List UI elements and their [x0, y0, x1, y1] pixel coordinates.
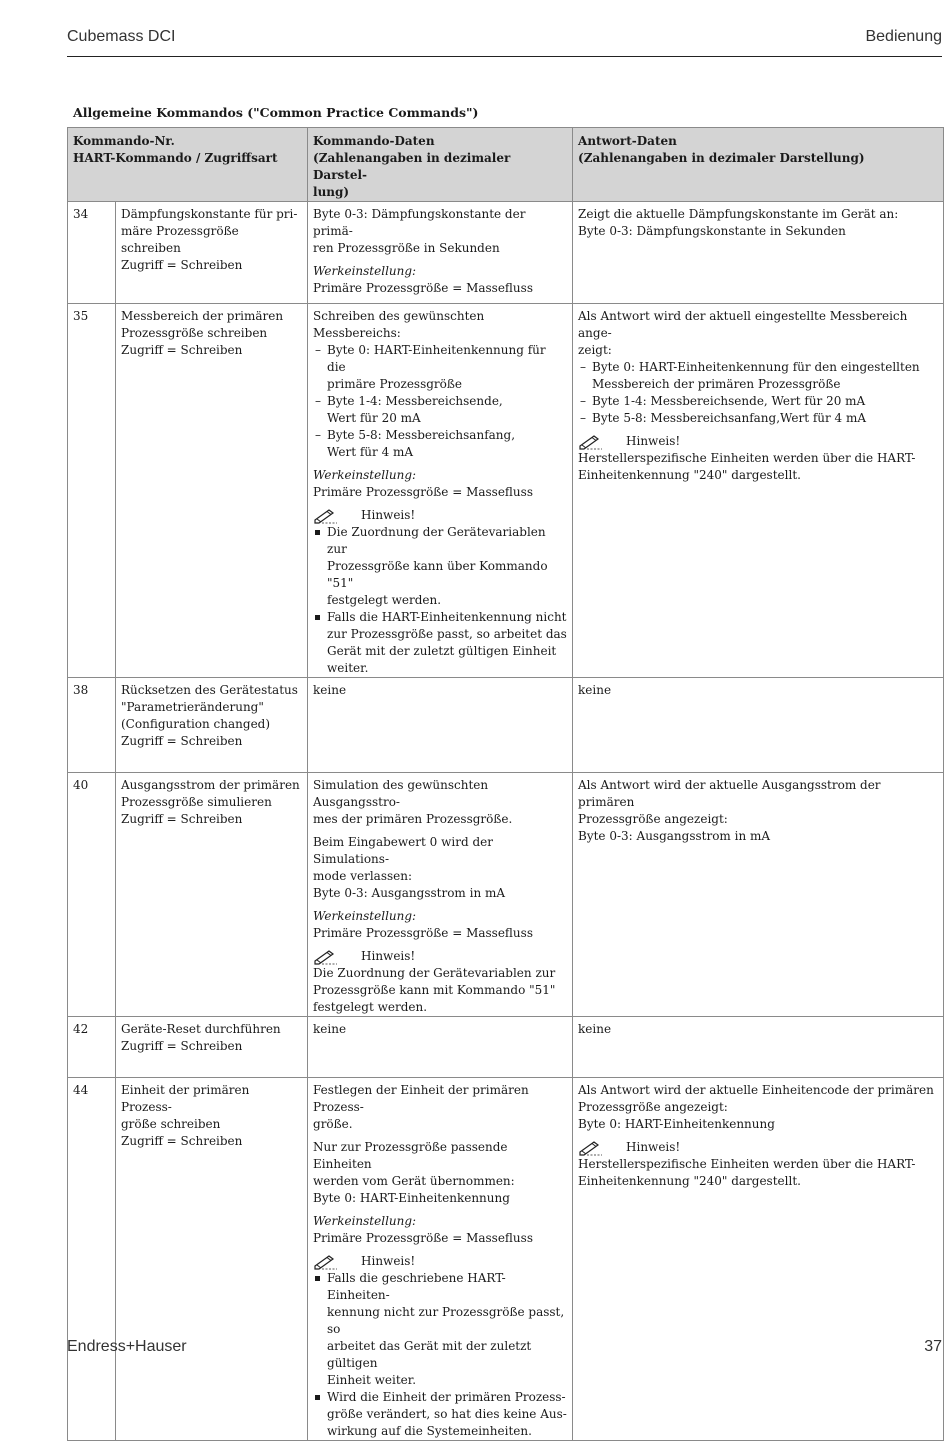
response-data: Als Antwort wird der aktuelle Ausgangsstrom der primären Prozessgröße angezeigt: Byte 0-3: Ausgangsstrom in mA	[573, 773, 944, 1017]
list-item: – Byte 0: HART-Einheitenkennung für die primäre Prozessgröße	[313, 342, 567, 393]
table-row	[68, 202, 944, 304]
command-name: Messbereich der primären Prozessgröße schreiben Zugriff = Schreiben	[116, 304, 308, 678]
table-row	[68, 773, 944, 1017]
list-item: – Byte 5-8: Messbereichsanfang, Wert für 4 mA	[313, 427, 567, 461]
pencil-note-icon	[313, 948, 339, 965]
column-header-command: Kommando-Nr. HART-Kommando / Zugriffsart	[68, 128, 308, 202]
list-item: Wird die Einheit der primären Prozess- größe verändert, so hat dies keine Aus- wirkung auf die Systemeinheiten.	[313, 1389, 567, 1440]
command-name: Geräte-Reset durchführen Zugriff = Schreiben	[116, 1017, 308, 1078]
header-divider	[67, 56, 942, 57]
note-heading: Hinweis!	[578, 1139, 938, 1156]
pencil-note-icon	[313, 507, 339, 524]
list-item: Falls die HART-Einheitenkennung nicht zur Prozessgröße passt, so arbeitet das Gerät mit der zuletzt gültigen Einheit weiter.	[313, 609, 567, 677]
pencil-note-icon	[578, 433, 604, 450]
command-name: Dämpfungskonstante für pri- märe Prozessgröße schreiben Zugriff = Schreiben	[116, 202, 308, 304]
note-list	[313, 524, 567, 677]
table-row	[68, 304, 944, 678]
header-section: Bedienung	[865, 28, 942, 45]
command-data: Festlegen der Einheit der primären Prozess- größe. Nur zur Prozessgröße passende Einheiten werden vom Gerät übernommen: Byte 0: HART-Einheitenkennung Werkeinstellung: Primäre Prozessgröße = Massefluss Hinweis! Falls die geschriebene HART-Einheiten- kennung nicht zur Prozessgröße passt, so arbeitet das Gerät mit der zuletzt gültigen Einheit weiter. Wird die Einheit der primären Prozess- größe verändert, so hat dies keine Aus- wirkung auf die Systemeinheiten.	[308, 1078, 573, 1441]
default-value: Primäre Prozessgröße = Massefluss	[313, 926, 533, 940]
command-name: Einheit der primären Prozess- größe schreiben Zugriff = Schreiben	[116, 1078, 308, 1441]
table-row	[68, 1078, 944, 1441]
page-number: 37	[924, 1338, 942, 1355]
default-label: Werkeinstellung:	[313, 909, 417, 923]
commands-table	[67, 127, 944, 1441]
command-data: Byte 0-3: Dämpfungskonstante der primä- ren Prozessgröße in Sekunden Werkeinstellung: Primäre Prozessgröße = Massefluss	[308, 202, 573, 304]
note-heading: Hinweis!	[313, 948, 567, 965]
note-list	[313, 1270, 567, 1440]
list-item: Die Zuordnung der Gerätevariablen zur Prozessgröße kann über Kommando "51" festgelegt werden.	[313, 524, 567, 609]
pencil-note-icon	[313, 1253, 339, 1270]
byte-list	[578, 359, 938, 427]
list-item: Falls die geschriebene HART-Einheiten- kennung nicht zur Prozessgröße passt, so arbeitet das Gerät mit der zuletzt gültigen Einheit weiter.	[313, 1270, 567, 1389]
note-heading: Hinweis!	[313, 1253, 567, 1270]
command-data: keine	[308, 678, 573, 773]
command-data: Simulation des gewünschten Ausgangsstro- mes der primären Prozessgröße. Beim Eingabewert 0 wird der Simulations- mode verlassen: Byte 0-3: Ausgangsstrom in mA Werkeinstellung: Primäre Prozessgröße = Massefluss Hinweis! Die Zuordnung der Gerätevariablen zur Prozessgröße kann mit Kommando "51" festgelegt werden.	[308, 773, 573, 1017]
default-value: Primäre Prozessgröße = Massefluss	[313, 485, 533, 499]
command-data: keine	[308, 1017, 573, 1078]
list-item: – Byte 1-4: Messbereichsende, Wert für 20 mA	[313, 393, 567, 427]
table-header-row	[68, 128, 944, 202]
command-data: Schreiben des gewünschten Messbereichs: – Byte 0: HART-Einheitenkennung für die primäre Prozessgröße – Byte 1-4: Messbereichsende, Wert für 20 mA – Byte 5-8: Messbereichsanfang, Wert für 4 mA Werkeinstellung: Primäre Prozessgröße = Massefluss Hinweis! Die Zuordnung der Gerätevariablen zur Prozessgröße kann über Kommando "51" festgelegt werden. Falls die HART-Einheitenkennung nicht zur Prozessgröße passt, so arbeitet das Gerät mit der zuletzt gültigen Einheit weiter.	[308, 304, 573, 678]
default-value: Primäre Prozessgröße = Massefluss	[313, 1231, 533, 1245]
command-name: Rücksetzen des Gerätestatus "Parametrieränderung" (Configuration changed) Zugriff = Schreiben	[116, 678, 308, 773]
response-data: Als Antwort wird der aktuelle Einheitencode der primären Prozessgröße angezeigt: Byte 0: HART-Einheitenkennung Hinweis! Herstellerspezifische Einheiten werden über die HART- Einheitenkennung "240" dargestellt.	[573, 1078, 944, 1441]
pencil-note-icon	[578, 1139, 604, 1156]
table-title: Allgemeine Kommandos ("Common Practice Commands")	[73, 105, 479, 120]
command-number: 42	[68, 1017, 116, 1078]
command-number: 40	[68, 773, 116, 1017]
default-label: Werkeinstellung:	[313, 468, 417, 482]
column-header-data: Kommando-Daten (Zahlenangaben in dezimaler Darstel- lung)	[308, 128, 573, 202]
default-label: Werkeinstellung:	[313, 1214, 417, 1228]
command-number: 34	[68, 202, 116, 304]
default-label: Werkeinstellung:	[313, 264, 417, 278]
column-header-response: Antwort-Daten (Zahlenangaben in dezimaler Darstellung)	[573, 128, 944, 202]
response-data: Als Antwort wird der aktuell eingestellte Messbereich ange- zeigt: – Byte 0: HART-Einheitenkennung für den eingestellten Messbereich der primären Prozessgröße – Byte 1-4: Messbereichsende, Wert für 20 mA – Byte 5-8: Messbereichsanfang,Wert für 4 mA Hinweis! Herstellerspezifische Einheiten werden über die HART- Einheitenkennung "240" dargestellt.	[573, 304, 944, 678]
note-heading: Hinweis!	[578, 433, 938, 450]
default-value: Primäre Prozessgröße = Massefluss	[313, 281, 533, 295]
byte-list	[313, 342, 567, 461]
note-heading: Hinweis!	[313, 507, 567, 524]
table-row	[68, 1017, 944, 1078]
command-number: 44	[68, 1078, 116, 1441]
table-row	[68, 678, 944, 773]
list-item: – Byte 1-4: Messbereichsende, Wert für 20 mA	[578, 393, 938, 410]
command-number: 38	[68, 678, 116, 773]
command-name: Ausgangsstrom der primären Prozessgröße simulieren Zugriff = Schreiben	[116, 773, 308, 1017]
list-item: – Byte 5-8: Messbereichsanfang,Wert für 4 mA	[578, 410, 938, 427]
header-title: Cubemass DCI	[67, 28, 176, 45]
footer-brand: Endress+Hauser	[67, 1338, 187, 1355]
command-number: 35	[68, 304, 116, 678]
response-data: keine	[573, 678, 944, 773]
response-data: Zeigt die aktuelle Dämpfungskonstante im Gerät an: Byte 0-3: Dämpfungskonstante in Sekunden	[573, 202, 944, 304]
response-data: keine	[573, 1017, 944, 1078]
list-item: – Byte 0: HART-Einheitenkennung für den eingestellten Messbereich der primären Prozessgröße	[578, 359, 938, 393]
